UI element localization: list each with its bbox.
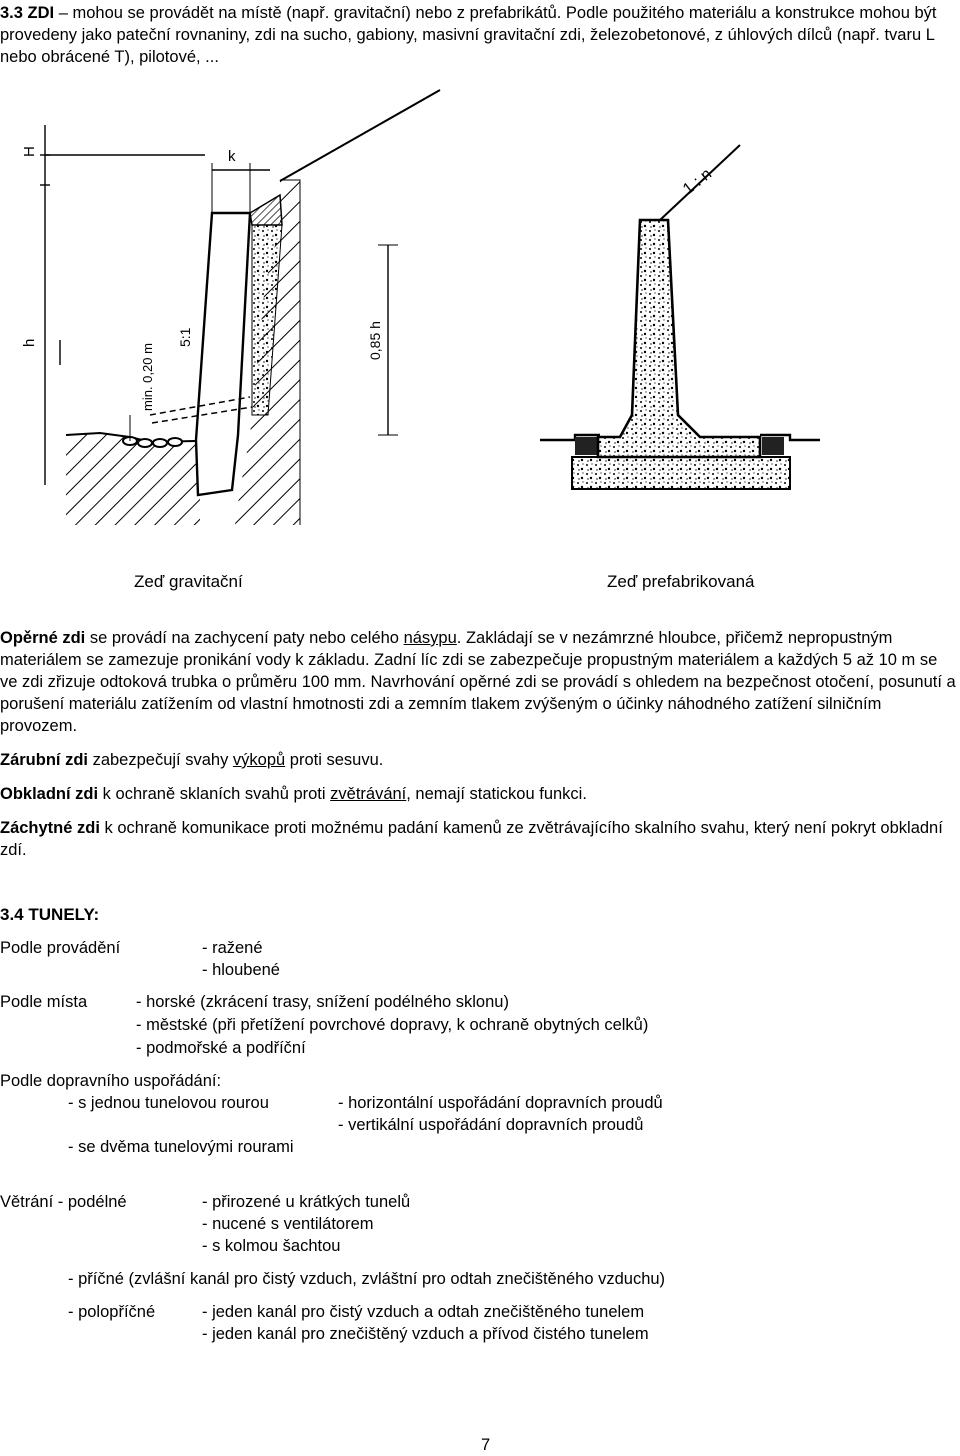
gravity-wall-drawing: [21, 90, 440, 525]
section-3-4-title: TUNELY:: [28, 905, 100, 924]
prefab-wall-drawing: [540, 145, 820, 489]
link-nasypu[interactable]: násypu: [403, 629, 457, 647]
prefab-wall-body: [598, 220, 760, 457]
label-slope-1n: 1 : n: [679, 165, 716, 199]
section-3-4-number: 3.4: [0, 905, 24, 924]
label-slope-5-1: 5:1: [177, 327, 193, 347]
item-hloubene: - hloubené: [202, 961, 280, 979]
paragraph-zachytne-zdi: Záchytné zdi k ochraně komunikace proti možnému padání kamenů ze zvětrávajícího skalního svahu, který není pokryt obkladní zdí.: [0, 819, 943, 859]
label-podle-mista: Podle místa: [0, 993, 88, 1011]
ground-left-hatch: [66, 433, 200, 525]
label-podle-dopravniho: Podle dopravního uspořádání:: [0, 1072, 222, 1090]
section-3-4-heading: [0, 904, 99, 926]
item-podmorske: - podmořské a podříční: [136, 1039, 306, 1057]
label-vetrani-podelne: Větrání - podélné: [0, 1193, 127, 1211]
item-kolma-sachta: - s kolmou šachtou: [202, 1237, 341, 1255]
item-mestske: - městské (při přetížení povrchové dopravy, k ochraně obytných celků): [136, 1016, 649, 1034]
paragraph-obkladni-zdi: Obkladní zdi k ochraně sklaních svahů proti zvětrávání, nemají statickou funkci.: [0, 785, 587, 803]
caption-gravity-wall: Zeď gravitační: [134, 572, 243, 591]
term-operne-zdi: Opěrné zdi: [0, 629, 86, 647]
retaining-walls-figure: [0, 85, 960, 545]
term-obkladni-zdi: Obkladní zdi: [0, 785, 99, 803]
gravity-wall-body: [196, 213, 250, 495]
link-vykopu[interactable]: výkopů: [232, 751, 286, 769]
label-polopricne: - polopříčné: [68, 1303, 156, 1321]
label-h: h: [21, 338, 38, 347]
label-min-020: min. 0,20 m: [140, 343, 155, 411]
item-horske: - horské (zkrácení trasy, snížení podélného sklonu): [136, 993, 509, 1011]
section-3-3-number: 3.3: [0, 4, 23, 22]
item-razene: - ražené: [202, 939, 263, 957]
item-jedna-roura: - s jednou tunelovou rourou: [68, 1094, 269, 1112]
page-number: 7: [481, 1436, 491, 1454]
section-3-3-lead: mohou se provádět na místě (např. gravitační) nebo z prefabrikátů. Podle použitého materiálu a konstrukce mohou být provedeny jako pateční rovnaniny, zdi na sucho, gabiony, masivní gravitační zdi, železobetonové, z úhlových dílců (např. tvaru L nebo obrácené T), pilotové, ...: [0, 4, 937, 66]
paragraph-operne-zdi: Opěrné zdi se provádí na zachycení paty nebo celého násypu. Zakládají se v nezámrzné hloubce, přičemž nepropustným materiálem se zamezuje pronikání vody k základu. Zadní líc zdi se zabezpečuje propustným materiálem a každých 5 až 10 m se ve zdi zřizuje odtoková trubka o průměru 100 mm. Navrhování opěrné zdi se provádí s ohledem na bezpečnost otočení, posunutí a porušení materiálu zatížením od vlastní hmotnosti zdi a zemním tlakem zvýšeným o účinky náhodného zatížení silničním provozem.: [0, 629, 956, 735]
link-zvetravani[interactable]: zvětrávání: [330, 785, 407, 803]
section-3-3-dash: –: [58, 4, 68, 22]
paragraph-zarubni-zdi: Zárubní zdi zabezpečují svahy výkopů proti sesuvu.: [0, 751, 384, 769]
item-nucene: - nucené s ventilátorem: [202, 1215, 374, 1233]
label-085h: 0,85 h: [367, 321, 383, 360]
intro-paragraph: [0, 2, 956, 68]
term-zachytne-zdi: Záchytné zdi: [0, 819, 100, 837]
section-3-3-title: ZDI: [27, 4, 55, 22]
item-vertikalni: - vertikální uspořádání dopravních proudů: [338, 1116, 644, 1134]
label-k: k: [228, 148, 236, 165]
item-polopricne-1: - jeden kanál pro čistý vzduch a odtah znečištěného tunelem: [202, 1303, 645, 1321]
term-zarubni-zdi: Zárubní zdi: [0, 751, 88, 769]
label-H: H: [21, 146, 38, 157]
label-podle-provadeni: Podle provádění: [0, 939, 121, 957]
item-dve-roury: - se dvěma tunelovými rourami: [68, 1138, 294, 1156]
item-horizontalni: - horizontální uspořádání dopravních proudů: [338, 1094, 663, 1112]
item-polopricne-2: - jeden kanál pro znečištěný vzduch a přívod čistého tunelem: [202, 1325, 649, 1343]
item-prirozene: - přirozené u krátkých tunelů: [202, 1193, 411, 1211]
gravel-bed: [572, 457, 790, 489]
item-pricne: - příčné (zvlášní kanál pro čistý vzduch, zvláštní pro odtah znečištěného vzduchu): [68, 1270, 666, 1288]
caption-prefab-wall: Zeď prefabrikovaná: [607, 572, 755, 591]
